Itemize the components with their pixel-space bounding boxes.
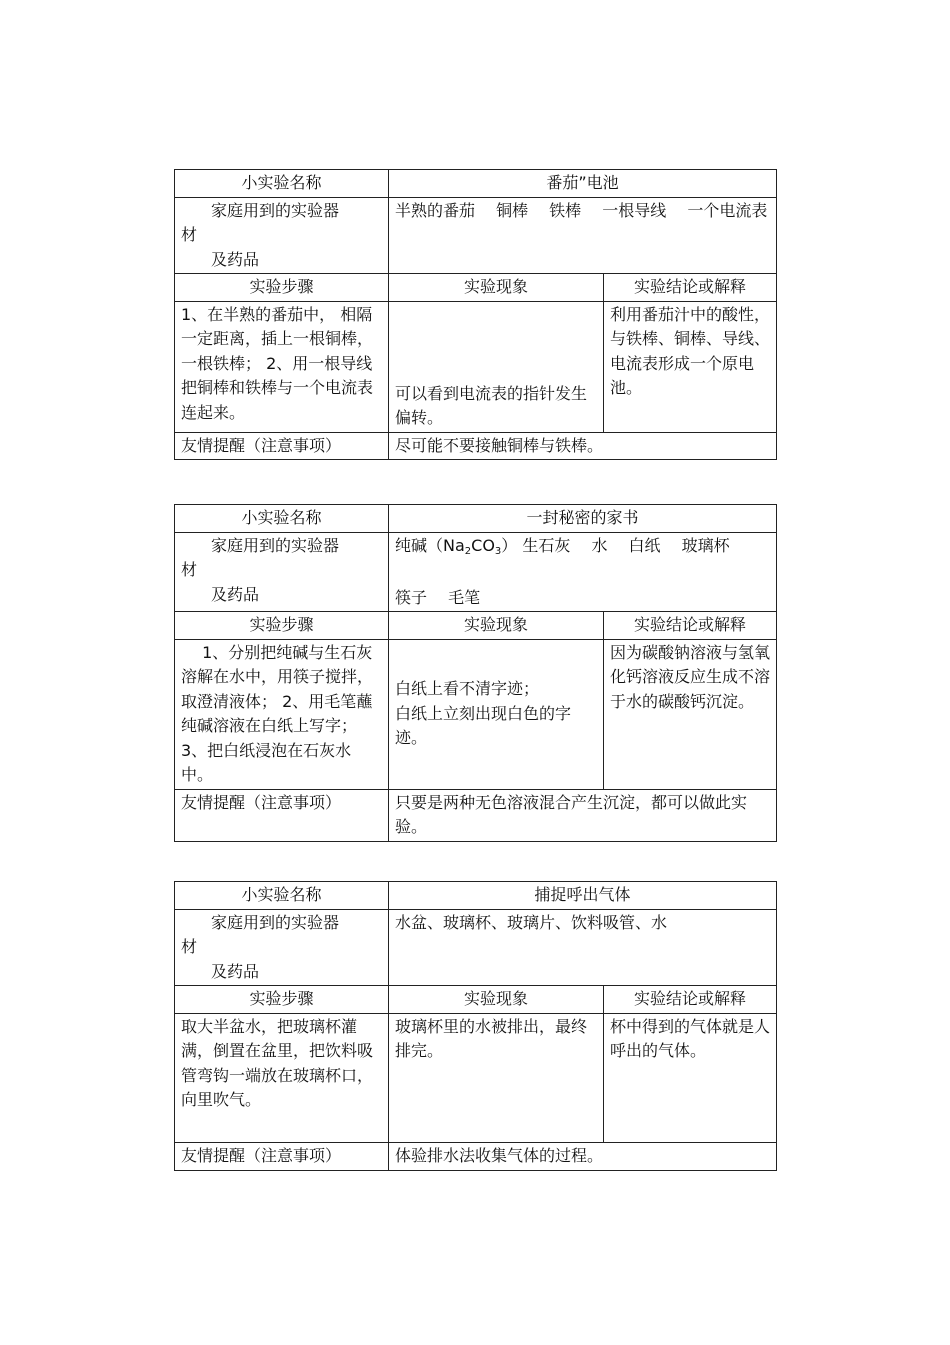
steps-label: 实验步骤 [175,986,389,1014]
name-label: 小实验名称 [175,882,389,910]
materials-label: 家庭用到的实验器 材 及药品 [175,909,389,986]
experiment-name: 捕捉呼出气体 [389,882,777,910]
reminder-value: 体验排水法收集气体的过程。 [389,1142,777,1170]
steps-value: 1、在半熟的番茄中， 相隔一定距离，插上一根铜棒，一根铁棒； 2、用一根导线把铜棒和铁棒与一个电流表连起来。 [175,301,389,432]
materials-label: 家庭用到的实验器 材 及药品 [175,197,389,274]
conclusion-value: 利用番茄汁中的酸性，与铁棒、铜棒、导线、电流表形成一个原电池。 [604,301,777,432]
phenomenon-label: 实验现象 [389,274,604,302]
name-label: 小实验名称 [175,505,389,533]
steps-value: 取大半盆水，把玻璃杯灌满，倒置在盆里，把饮料吸管弯钩一端放在玻璃杯口，向里吹气。 [175,1013,389,1142]
conclusion-value: 因为碳酸钠溶液与氢氧化钙溶液反应生成不溶于水的碳酸钙沉淀。 [604,639,777,789]
materials-value: 水盆、玻璃杯、玻璃片、饮料吸管、水 [389,909,777,986]
reminder-value: 只要是两种无色溶液混合产生沉淀，都可以做此实验。 [389,789,777,841]
experiment-table-2 [174,504,777,842]
reminder-label: 友情提醒（注意事项） [175,432,389,460]
steps-label: 实验步骤 [175,274,389,302]
experiment-table-1 [174,169,777,460]
materials-label: 家庭用到的实验器 材 及药品 [175,532,389,612]
conclusion-value: 杯中得到的气体就是人呼出的气体。 [604,1013,777,1142]
phenomenon-value: 玻璃杯里的水被排出，最终排完。 [389,1013,604,1142]
experiment-table-3 [174,881,777,1171]
reminder-value: 尽可能不要接触铜棒与铁棒。 [389,432,777,460]
experiment-name: 番茄”电池 [389,170,777,198]
phenomenon-value: 白纸上看不清字迹； 白纸上立刻出现白色的字迹。 [389,639,604,789]
reminder-label: 友情提醒（注意事项） [175,1142,389,1170]
conclusion-label: 实验结论或解释 [604,612,777,640]
materials-value: 纯碱$(Na_2CO_3)$ 生石灰 水 白纸 玻璃杯 筷子 毛笔 [389,532,777,612]
reminder-label: 友情提醒（注意事项） [175,789,389,841]
name-label: 小实验名称 [175,170,389,198]
phenomenon-value: 可以看到电流表的指针发生偏转。 [389,301,604,432]
conclusion-label: 实验结论或解释 [604,986,777,1014]
experiment-name: 一封秘密的家书 [389,505,777,533]
phenomenon-label: 实验现象 [389,612,604,640]
conclusion-label: 实验结论或解释 [604,274,777,302]
phenomenon-label: 实验现象 [389,986,604,1014]
steps-label: 实验步骤 [175,612,389,640]
steps-value: 1、分别把纯碱与生石灰溶解在水中，用筷子搅拌，取澄清液体； 2、用毛笔蘸纯碱溶液在白纸上写字； 3、把白纸浸泡在石灰水中。 [175,639,389,789]
materials-value: 半熟的番茄 铜棒 铁棒 一根导线 一个电流表 [389,197,777,274]
